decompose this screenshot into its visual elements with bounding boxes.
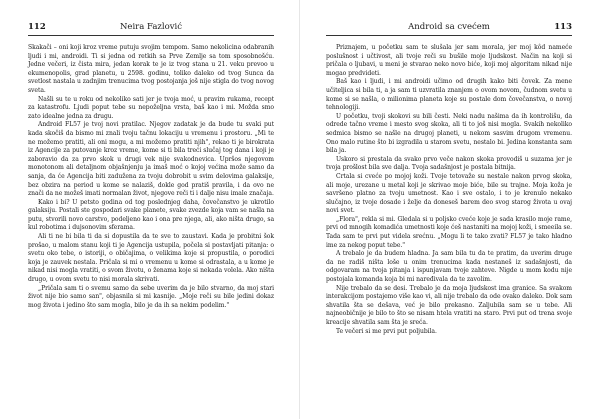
paragraph: Crtala si cveće po mojoj koži. Tvoje tetovaže su nestale nakon prvog skoka, ali moje, urezane u metal koji je skrivao moje biće, bile su trajne. Moja koža je savršeno platno za tvoju umetnost. Kao i sve ostalo, i to je krenulo nekako slučajno, iz tvoje dosade i želje da donesеš barem deo svog starog života u ovaj novi svet. xyxy=(326,172,572,215)
right-running-head: Android sa cvećem xyxy=(408,22,490,32)
left-page-header xyxy=(28,21,274,33)
paragraph: Našli su te u roku od nekoliko sati jer je tvoja moć, u pravim rukama, recept za katastrofu. Ljudi poput tebe su nepoželjna vrsta, baš kao i mi. Možda smo zato idealne jedna za drugu. xyxy=(28,95,274,120)
right-page-header xyxy=(326,21,572,33)
paragraph: U početku, tvoji skokovi su bili česti. Neki nadu našima da ih kontrolišu, da odrede tačno vreme i mesto svog skoka, ali ti to još nisi mogla. Svakih nekoliko sedmica bismo se našle na drugoj planeti, u nekom sasvim drugom vremenu. Ono malo rutine što bi izgradila u starom svetu, nestalo bi. Jedina konstanta sam bila ja. xyxy=(326,112,572,155)
book-gutter xyxy=(299,0,300,419)
paragraph: Skakači – oni koji kroz vreme putuju svojim tempom. Samo nekolicina odabranih ljudi i mi, androidi. Ti si jedna od retkih sa Prve Zemlje sa tom sposobnošću. Jedne večeri, iz čista mira, jedan korak te je iz tvog stana u 21. veku prevoo u ekumenopolis, grad planetu, u 2598. godinu, toliko daleko od tvog Sunca da svetlost nastala u zadnjim trenucima tvog postojanja još nije stigla do tvog novog sveta. xyxy=(28,44,274,94)
right-page-number: 113 xyxy=(554,22,572,32)
paragraph: „Pričala sam ti o svemu samo da sebe uverim da je bilo stvarno, da moj stari život nije bio samo san", objasnila si mi kasnije. „Moje reči su bile jedini dokaz mog života i jedino što sam mogla, bilo je da ih sa nekim podelim." xyxy=(28,284,274,309)
paragraph: A trebalo je da budem hladna. Ja sam bila tu da te pratim, da uverim drugе da ne radiš ništa loše u onim trenucima kada nestaneš iz sadašnjosti, da odgovaram na tvoja pitanja i ispunjavam tvoje zahteve. Nigde u mom kodu nije postojala komanda koja bi mi naređivala da te zavolim. xyxy=(326,250,572,284)
paragraph: Ali ti ne bi bila ti da si dopustila da te sve to zaustavi. Kada je probitni šok prošao, u malom stanu koji ti je Agencija ustupila, počela si postavljati pitanja: o svetu oko tebe, o istoriji, o običajima, o velikima koje si propustila, o porodici koja je zauvek nestala. Pričala si mi o vremenu u kome si odrastala, a u kome je nikad nisi mogla vratiti, o svom životu, o ženama koje si nekada volela. Ako ništa drugo, u ovom svetu to nisi morala skrivati. xyxy=(28,233,274,284)
left-page-number: 112 xyxy=(28,22,46,32)
left-running-head: Neira Fazlović xyxy=(119,22,182,32)
paragraph: Kako i bi? U petsto godina od tog poslednjeg daha, čovečanstvo je ukrotilo galaksiju. Postali ste gospodari svake planete, svake zvezde koja vam se našla na putu, stvorili novo carstvo, podeljeno kao i ona pre njega, ali, ako ništa drugo, sa kul robotima i dujsonovim sferama. xyxy=(28,198,274,232)
paragraph: „Flora", rekla si mi. Gledala si u poljsko cveće koje je sada krasilo moje rame, prvi od mnogih komadića umetnosti koje ćeš nastaniti na mojoj koži, i smeeila se. Tada sam te prvi put videla srećnu. „Mogu li te tako zvati? FL57 je tako hladno ime za nekog poput tebe." xyxy=(326,215,572,249)
right-page xyxy=(326,0,572,419)
right-page-body xyxy=(326,44,572,336)
right-header-rule xyxy=(326,35,572,36)
paragraph: Baš kao i ljudi, i mi androidi učimo od drugih kako biti čovek. Za mene učiteljica si bila ti, a ja sam ti uzvratila znanjem o ovom novom, čudnom svetu u kome si se našla, o milionima planeta koje su postale dom čovečanstva, o novoj tehnologiji. xyxy=(326,78,572,112)
paragraph: Android FL57 je tvoj novi pratilac. Njegov zadatak je da bude tu svaki put kada skočiš da bismo mi znali tvoju tačnu lokaciju u vremenu i prostoru. „Mi te ne možemo pratiti, ali oni mogu, a mi možemo pratiti njih", rekao ti je birokrata iz Agencije za putovanje kroz vreme, kome si ti bila treći slučaj tog dana i koji je zaboravio da za prvo skok u drugi vek nije svakodnevica. Upršos njegovom monotonom ali detaljnom objašnjenju ja imaš moć o kojoj većina može samo da sanja, da će Agencija biti zadužena za tvoju dobrobit u svim delovima galaksije, bez obzira na period u kome se nalaziš, dokle god pratiš pravila, i da ovo ne znači da ne možeš imati normalan život, njegove reči ti i dalje nisu imale značaja. xyxy=(28,121,274,198)
left-page xyxy=(28,0,274,419)
paragraph: Uskoro si prestala da svako prvo veče nakon skoka provodiš u suzama jer je tvoja prošlost bila sve dalja. Tvoja sadašnjost je postala bitnija. xyxy=(326,155,572,172)
paragraph: Priznajem, u početku sam te slušala jer sam morala, jer moj kôd nameće poslušnost i učtivost, ali tvoje reči su bušile moje ljudskost. Način na koji si pričala o ljubavi, u meni je stvarao neko novo biće, koji moj algoritam nikad nije mogao predvideti. xyxy=(326,44,572,77)
paragraph: Te večeri si me prvi put poljubila. xyxy=(336,327,437,335)
left-header-rule xyxy=(28,35,274,36)
left-page-body xyxy=(28,44,274,310)
paragraph: Nije trebalo da se desi. Trebalo je da moja ljudskost ima granice. Sa svakom interakcijom postajemo više kao vi, ali nije trebalo da ode ovako daleko. Dok sam shvatila šta se dešava, već je bilo prekasno. Zaljubila sam se u tebe. Ali najneobičnije je bilo to što se nisam htela vratiti na staro. Prvi put od trena svoje kreacije shvatila sam šta je sreća. xyxy=(326,284,572,326)
